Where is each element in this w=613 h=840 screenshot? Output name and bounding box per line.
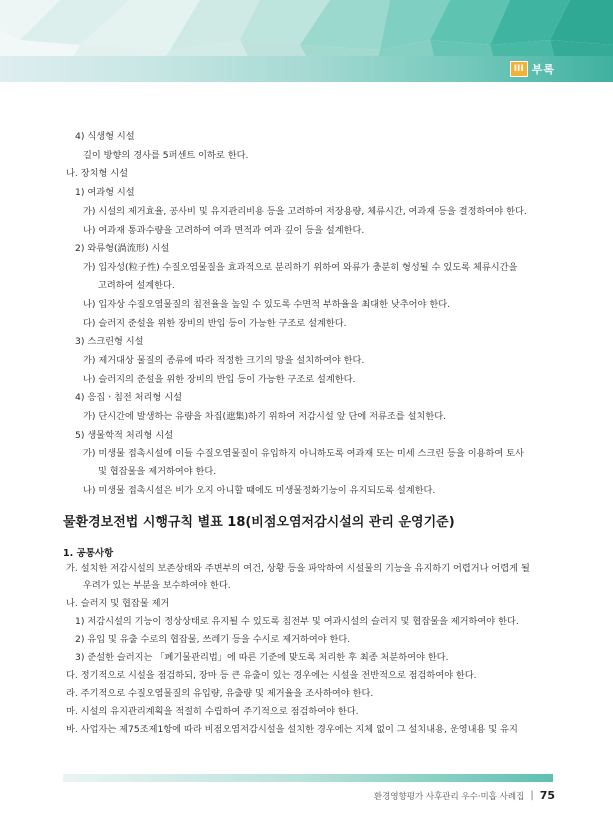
page-number: 75	[539, 789, 555, 802]
body-line: 가) 제거대상 물질의 종류에 따라 적정한 크기의 망을 설치하여야 한다.	[83, 355, 365, 366]
subsection-heading: 1. 공통사항	[63, 548, 114, 559]
body-line: 3) 준설한 슬러지는 「폐기물관리법」에 따른 기준에 맞도록 처리한 후 최종 처분하여야 한다.	[75, 652, 449, 663]
body-line: 고려하여 설계한다.	[98, 280, 175, 291]
body-line: 5) 생물학적 처리형 시설	[75, 430, 174, 441]
body-line: 및 협잡물을 제거하여야 한다.	[98, 466, 217, 477]
body-line: 가) 입자성(粒子性) 수질오염물질을 효과적으로 분리하기 위하여 와류가 충분히 형성될 수 있도록 체류시간을	[83, 262, 518, 273]
body-line: 나) 미생물 접촉시설은 비가 오지 아니할 때에도 미생물정화기능이 유지되도록 설계한다.	[83, 485, 436, 496]
section-number-badge: III	[510, 61, 528, 77]
body-line: 나) 슬러지의 준설을 위한 장비의 반입 등이 가능한 구조로 설계한다.	[83, 374, 356, 385]
body-line: 나. 장치형 시설	[66, 168, 129, 179]
body-line: 우려가 있는 부분을 보수하여야 한다.	[83, 580, 231, 591]
body-line: 2) 와류형(渦流形) 시설	[75, 243, 170, 254]
body-line: 바. 사업자는 제75조제1항에 따라 비점오염저감시설을 설치한 경우에는 지체 없이 그 설치내용, 운영내용 및 유지	[66, 724, 518, 735]
body-line: 1) 여과형 시설	[75, 187, 135, 198]
body-line: 가. 설치한 저감시설의 보존상태와 주변부의 여건, 상황 등을 파악하여 시설물의 기능을 유지하기 어렵거나 어렵게 될	[66, 563, 530, 574]
body-line: 4) 식생형 시설	[75, 131, 135, 142]
footer	[374, 789, 555, 802]
body-line: 다) 슬러지 준설을 위한 장비의 반입 등이 가능한 구조로 설계한다.	[83, 318, 347, 329]
body-line: 2) 유입 및 유출 수로의 협잡물, 쓰레기 등을 수시로 제거하여야 한다.	[75, 634, 351, 645]
body-line: 길이 방향의 경사를 5퍼센트 이하로 한다.	[83, 150, 249, 161]
footer-strip	[63, 774, 553, 782]
footer-title: 환경영향평가 사후관리 우수·미흡 사례집	[373, 791, 525, 802]
body-line: 나) 입자상 수질오염물질의 침전율을 높일 수 있도록 수면적 부하율을 최대한 낮추어야 한다.	[83, 299, 451, 310]
body-line: 가) 미생물 접촉시설에 이들 수질오염물질이 유입하지 아니하도록 여과재 또는 미세 스크린 등을 이용하여 토사	[83, 448, 524, 459]
footer-separator: |	[530, 790, 534, 801]
body-line: 1) 저감시설의 기능이 정상상태로 유지될 수 있도록 침전부 및 여과시설의 슬러지 및 협잡물을 제거하여야 한다.	[75, 616, 519, 627]
section-label: 부록	[531, 63, 555, 76]
body-line: 나) 여과재 통과수량을 고려하여 여과 면적과 여과 깊이 등을 설계한다.	[83, 225, 365, 236]
body-line: 라. 주기적으로 수질오염물질의 유입량, 유출량 및 제거율을 조사하여야 한다.	[66, 688, 374, 699]
body-line: 다. 정기적으로 시설을 점검하되, 장마 등 큰 유출이 있는 경우에는 시설을 전반적으로 점검하여야 한다.	[66, 670, 477, 681]
body-line: 4) 응집ㆍ침전 처리형 시설	[75, 392, 182, 403]
section-heading: 물환경보전법 시행규칙 별표 18(비점오염저감시설의 관리 운영기준)	[63, 515, 455, 530]
body-line: 3) 스크린형 시설	[75, 336, 144, 347]
body-line: 마. 시설의 유지관리계획을 적절히 수립하여 주기적으로 점검하여야 한다.	[66, 706, 359, 717]
body-line: 나. 슬러지 및 협잡물 제거	[66, 598, 170, 609]
body-line: 가) 시설의 제거효율, 공사비 및 유지관리비용 등을 고려하여 저장용량, 체류시간, 여과재 등을 결정하여야 한다.	[83, 206, 527, 217]
body-line: 가) 단시간에 발생하는 유량을 차집(遮集)하기 위하여 저감시설 앞 단에 저류조를 설치한다.	[83, 411, 447, 422]
